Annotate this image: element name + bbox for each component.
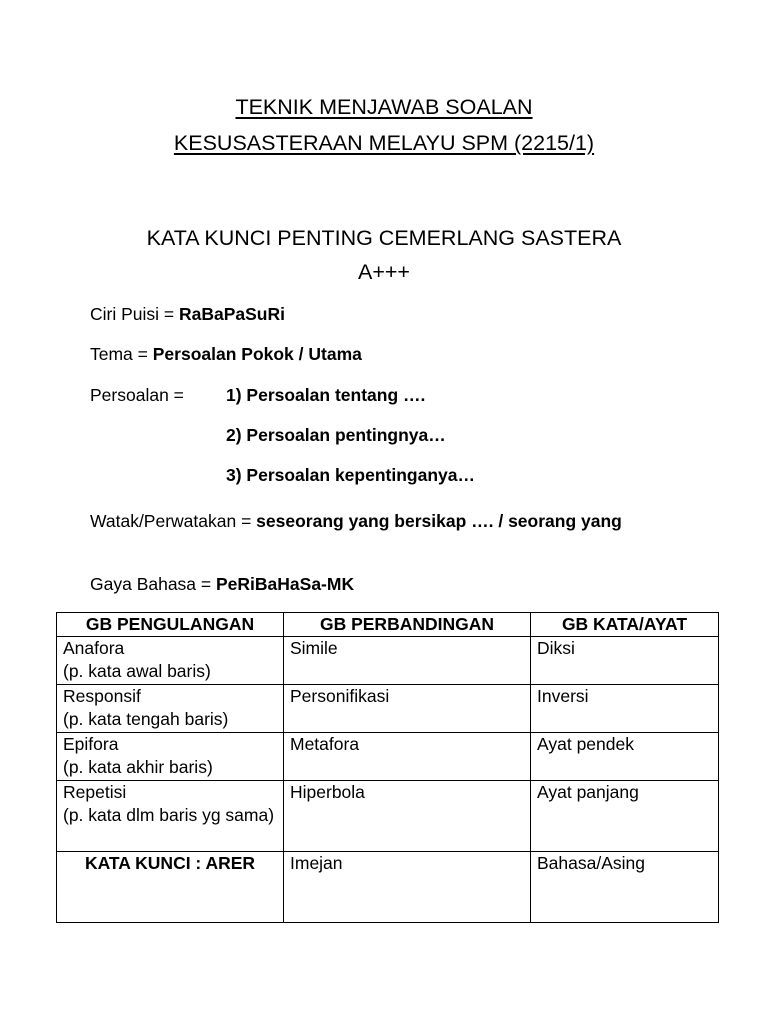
cell-kata-ayat: Ayat pendek [531,733,719,781]
persoalan-item-3: 3) Persoalan kepentinganya… [226,465,475,485]
header-gb-perbandingan: GB PERBANDINGAN [284,613,531,637]
table-row [57,781,719,852]
cell-sub-text: (p. kata dlm baris yg sama) [63,805,275,825]
cell-pengulangan [57,733,284,781]
cell-sub-text: (p. kata awal baris) [63,661,211,681]
cell-pengulangan [57,685,284,733]
ciri-puisi-line [90,306,285,324]
cell-kata-kunci: KATA KUNCI : ARER [57,852,284,923]
cell-perbandingan: Personifikasi [284,685,531,733]
gaya-bahasa-value: PeRiBaHaSa-MK [216,574,355,594]
cell-sub-text: (p. kata akhir baris) [63,757,213,777]
table-header-row [57,613,719,637]
cell-perbandingan: Hiperbola [284,781,531,852]
cell-sub-text: (p. kata tengah baris) [63,709,229,729]
tema-line [90,346,362,364]
persoalan-item-2: 2) Persoalan pentingnya… [226,425,446,445]
gaya-bahasa-label: Gaya Bahasa = [90,574,216,594]
persoalan-item-1: 1) Persoalan tentang …. [226,385,426,405]
header-gb-kata-ayat: GB KATA/AYAT [531,613,719,637]
cell-main-text: Responsif [63,686,141,706]
header-gb-pengulangan: GB PENGULANGAN [57,613,284,637]
cell-pengulangan [57,781,284,852]
cell-perbandingan: Simile [284,637,531,685]
gaya-bahasa-table [56,612,719,923]
ciri-puisi-label: Ciri Puisi = [90,304,179,324]
cell-kata-ayat: Ayat panjang [531,781,719,852]
section-heading-line-2: A+++ [357,260,410,284]
cell-kata-ayat: Bahasa/Asing [531,852,719,923]
table-row [57,637,719,685]
table-row [57,852,719,923]
cell-main-text: Repetisi [63,782,127,802]
tema-value: Persoalan Pokok / Utama [152,344,362,364]
cell-kata-ayat: Inversi [531,685,719,733]
watak-paragraph [90,507,677,535]
cell-pengulangan [57,637,284,685]
ciri-puisi-value: RaBaPaSuRi [178,304,285,324]
watak-value: seseorang yang bersikap …. / seorang yang [256,511,622,531]
table-row [57,733,719,781]
table-row [57,685,719,733]
cell-perbandingan: Metafora [284,733,531,781]
watak-label: Watak/Perwatakan = [90,511,257,531]
section-heading-line-1: KATA KUNCI PENTING CEMERLANG SASTERA [146,226,622,250]
document-title-line-1: TEKNIK MENJAWAB SOALAN [235,95,533,119]
tema-label: Tema = [90,344,153,364]
document-title-line-2: KESUSASTERAAN MELAYU SPM (2215/1) [173,131,595,155]
persoalan-label: Persoalan = [90,385,184,405]
cell-perbandingan: Imejan [284,852,531,923]
cell-main-text: Anafora [63,638,125,658]
gaya-bahasa-line [90,576,354,594]
cell-kata-ayat: Diksi [531,637,719,685]
cell-main-text: Epifora [63,734,119,754]
